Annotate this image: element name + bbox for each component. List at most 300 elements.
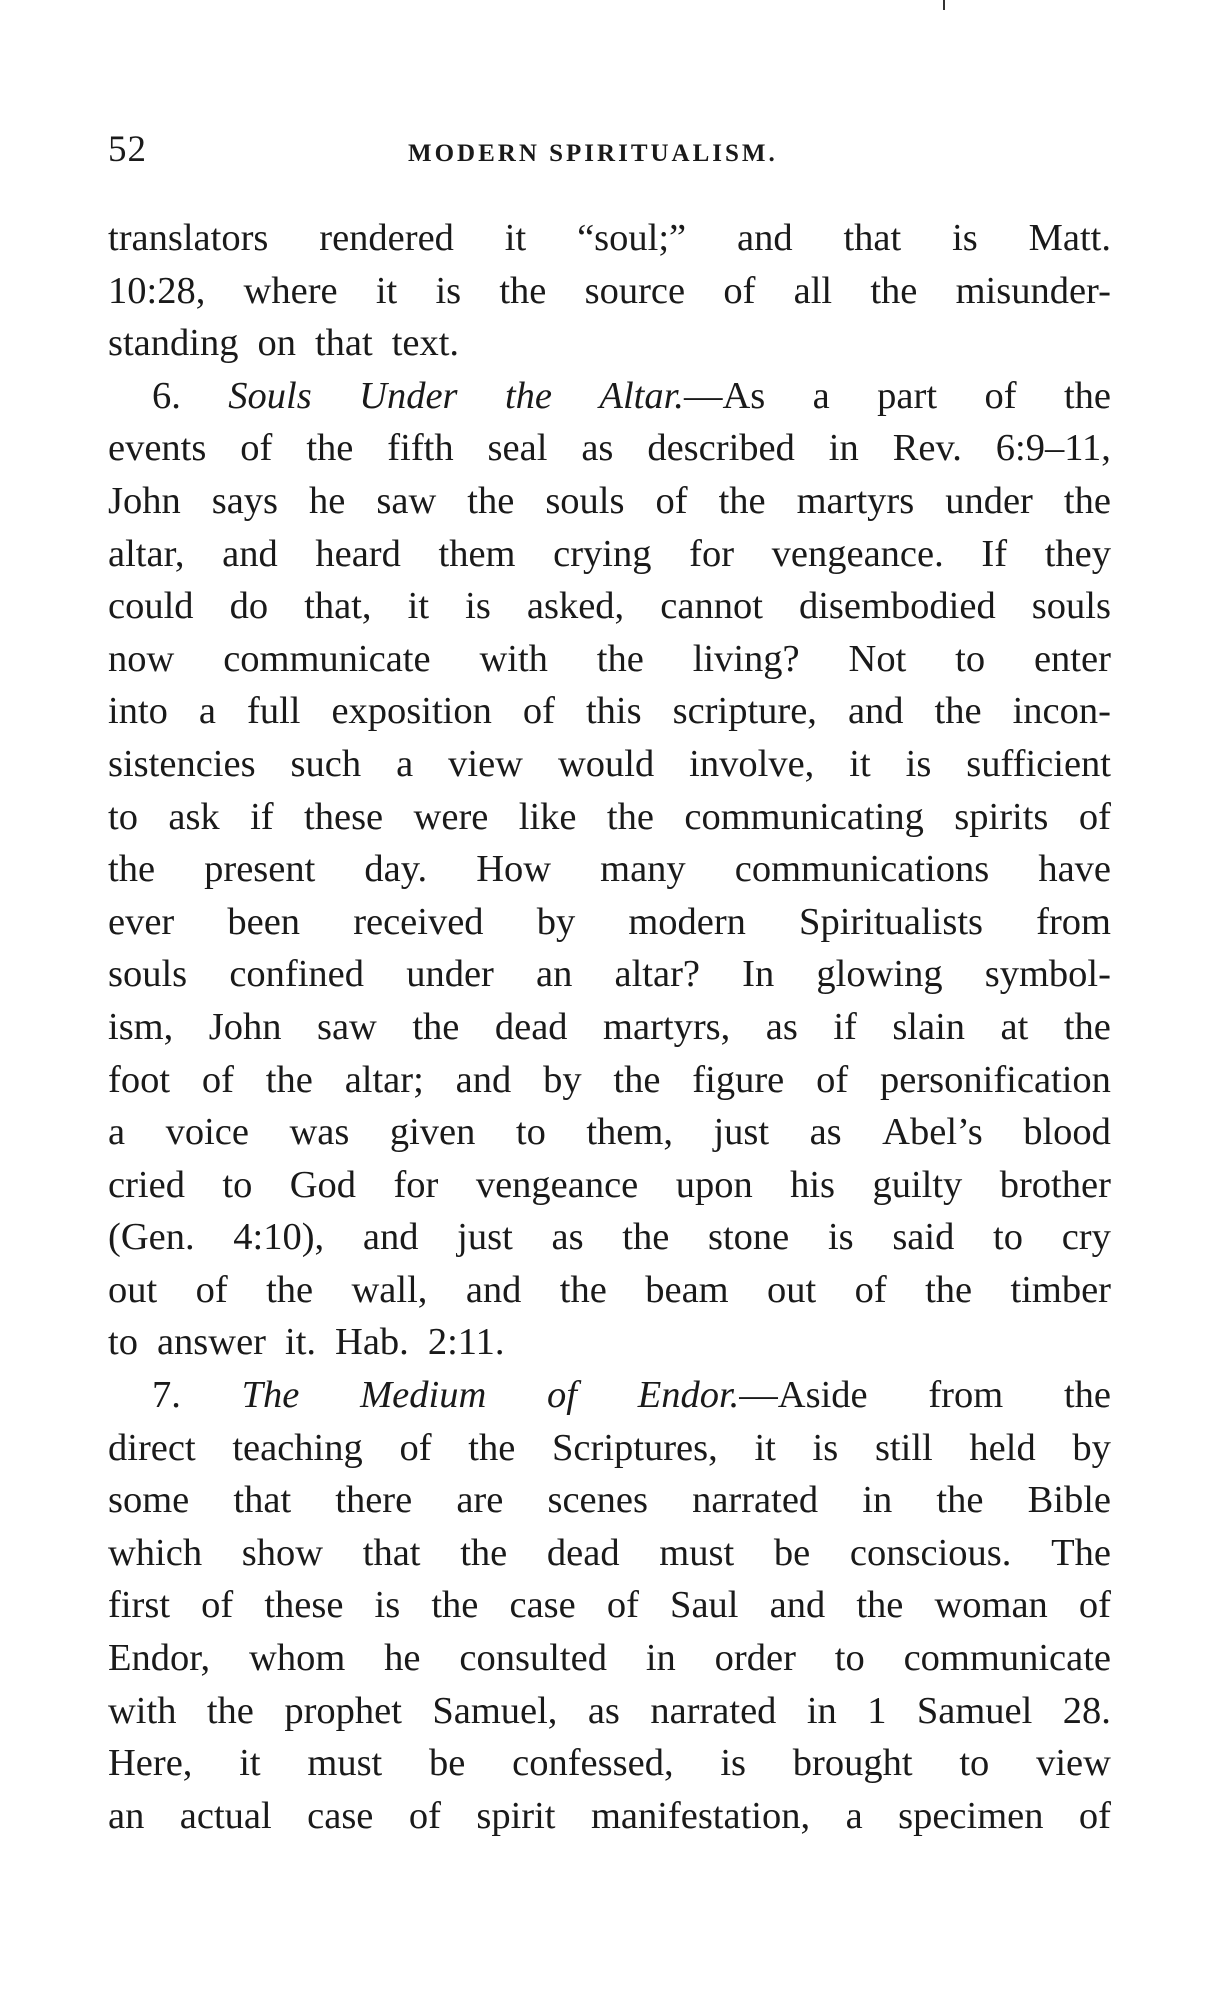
- word: communications: [734, 848, 990, 891]
- word: altar,: [108, 532, 185, 575]
- word: and: [769, 1584, 826, 1627]
- word: to: [108, 1321, 138, 1364]
- word: misunder-: [955, 269, 1111, 312]
- word: it: [504, 217, 527, 259]
- word: answer: [156, 1321, 266, 1364]
- word: said: [892, 1216, 955, 1259]
- word: beam: [645, 1268, 729, 1311]
- word: of: [201, 1584, 234, 1627]
- word: confessed,: [512, 1742, 674, 1785]
- word: timber: [1010, 1268, 1111, 1311]
- word: cry: [1061, 1216, 1111, 1259]
- text-line: [108, 1790, 1111, 1843]
- word: under: [945, 479, 1033, 522]
- word: of: [1078, 795, 1111, 838]
- word: into: [108, 690, 168, 733]
- word: 1: [867, 1689, 887, 1732]
- word: to: [834, 1637, 865, 1680]
- word: saw: [316, 1005, 377, 1048]
- word: the: [718, 479, 766, 522]
- word: these: [264, 1584, 344, 1627]
- word: Bible: [1027, 1479, 1111, 1522]
- word: Saul: [670, 1584, 739, 1627]
- word: is: [812, 1426, 839, 1469]
- word: and: [455, 1058, 512, 1101]
- word: slain: [892, 1005, 966, 1048]
- word: 10:28,: [108, 269, 206, 312]
- word: is: [465, 585, 491, 628]
- word: direct: [108, 1426, 196, 1469]
- word: of: [984, 374, 1017, 417]
- text-line: [108, 685, 1111, 738]
- word: of: [655, 479, 688, 522]
- word: spirit: [476, 1794, 556, 1837]
- word: present: [204, 848, 316, 891]
- text-line: [108, 422, 1111, 475]
- word: an: [108, 1794, 145, 1837]
- word: “soul;”: [577, 217, 687, 259]
- word: souls: [545, 479, 625, 522]
- text-line: [108, 1474, 1111, 1527]
- word: blood: [1023, 1111, 1111, 1154]
- word: these: [304, 795, 384, 838]
- word: of: [522, 690, 555, 733]
- word: out: [108, 1268, 158, 1311]
- text-line: [108, 475, 1111, 528]
- text-line: [108, 1632, 1111, 1685]
- word: living?: [692, 637, 800, 680]
- word: is: [905, 742, 932, 785]
- word: was: [289, 1111, 350, 1154]
- word: now: [108, 637, 175, 680]
- word: guilty: [872, 1163, 963, 1206]
- word: and: [465, 1268, 522, 1311]
- word: the: [613, 1058, 661, 1101]
- word: brother: [999, 1163, 1111, 1206]
- word: as: [581, 427, 614, 470]
- word: is: [827, 1216, 854, 1259]
- word: the: [1063, 1374, 1111, 1417]
- text-line: [108, 1159, 1111, 1212]
- word: the: [306, 427, 354, 470]
- word: could: [108, 585, 194, 628]
- word: In: [742, 953, 775, 996]
- text-line: [108, 1527, 1111, 1580]
- word: manifestation,: [590, 1794, 811, 1837]
- word: dead: [494, 1005, 568, 1048]
- word: the: [1063, 374, 1111, 417]
- word: with: [108, 1689, 177, 1732]
- text-line: [108, 317, 1111, 370]
- word: of: [1078, 1584, 1111, 1627]
- word: Rev.: [892, 427, 962, 470]
- word: there: [335, 1479, 413, 1522]
- word: How: [476, 848, 552, 891]
- word: modern: [628, 900, 746, 943]
- word: it: [239, 1742, 261, 1785]
- word: some: [108, 1479, 190, 1522]
- word: from: [1036, 900, 1111, 943]
- word: many: [600, 848, 686, 891]
- word: part: [877, 374, 938, 417]
- word: under: [406, 953, 494, 996]
- word: is: [952, 217, 978, 259]
- word: martyrs: [796, 479, 915, 522]
- word: held: [969, 1426, 1036, 1469]
- word: Spiritualists: [799, 900, 984, 943]
- word: case: [307, 1794, 374, 1837]
- word: scripture,: [672, 690, 817, 733]
- page-number: 52: [108, 129, 147, 170]
- text-line: [108, 528, 1111, 581]
- word: souls: [1031, 585, 1111, 628]
- word: the: [856, 1584, 904, 1627]
- word: of: [195, 1268, 228, 1311]
- word: for: [689, 532, 735, 575]
- word: in: [862, 1479, 893, 1522]
- word: from: [928, 1374, 1004, 1417]
- text-line: [108, 370, 1111, 423]
- word: standing: [108, 322, 239, 365]
- word: the: [934, 690, 982, 733]
- word: communicate: [223, 637, 431, 680]
- word: view: [1036, 1742, 1111, 1785]
- text-line: [108, 1316, 1111, 1369]
- word: of: [399, 1426, 432, 1469]
- word: in: [828, 427, 859, 470]
- word: ever: [108, 900, 175, 943]
- word: Matt.: [1028, 217, 1111, 259]
- word: it: [849, 742, 871, 785]
- word: which: [108, 1531, 203, 1574]
- word: John: [208, 1005, 282, 1048]
- word: consulted: [459, 1637, 607, 1680]
- text-line: [108, 843, 1111, 896]
- word: narrated: [692, 1479, 819, 1522]
- word: at: [1000, 1005, 1029, 1048]
- word: do: [229, 585, 269, 628]
- word: received: [353, 900, 484, 943]
- word: sistencies: [108, 742, 256, 785]
- word: this: [585, 690, 642, 733]
- word: Under: [359, 374, 458, 417]
- word: whom: [249, 1637, 346, 1680]
- word: is: [374, 1584, 401, 1627]
- word: that: [362, 1531, 421, 1574]
- word: incon-: [1012, 690, 1111, 733]
- word: of: [240, 427, 273, 470]
- word: and: [847, 690, 904, 733]
- word: souls: [108, 953, 188, 996]
- word: translators: [108, 217, 269, 259]
- word: them: [438, 532, 516, 575]
- word: to: [959, 1742, 990, 1785]
- word: show: [241, 1531, 324, 1574]
- word: he: [384, 1637, 421, 1680]
- text-line: [108, 1211, 1111, 1264]
- word: voice: [165, 1111, 249, 1154]
- word: sufficient: [966, 742, 1111, 785]
- word: vengeance.: [771, 532, 944, 575]
- word: of: [723, 269, 756, 312]
- word: of: [854, 1268, 887, 1311]
- scan-mark: [943, 0, 945, 10]
- word: asked,: [526, 585, 625, 628]
- word: it: [407, 585, 430, 628]
- word: the: [870, 269, 918, 312]
- word: if: [833, 1005, 857, 1048]
- word: just: [713, 1111, 770, 1154]
- word: If: [981, 532, 1008, 575]
- word: teaching: [232, 1426, 363, 1469]
- word: 2:11.: [427, 1321, 505, 1364]
- word: if: [250, 795, 274, 838]
- word: wall,: [351, 1268, 428, 1311]
- word: by: [536, 900, 576, 943]
- word: The: [241, 1374, 300, 1417]
- word: to: [222, 1163, 253, 1206]
- word: Hab.: [335, 1321, 409, 1364]
- word: foot: [108, 1058, 171, 1101]
- word: exposition: [331, 690, 492, 733]
- word: case: [509, 1584, 576, 1627]
- word: in: [645, 1637, 676, 1680]
- text-line: [108, 1369, 1111, 1422]
- word: with: [479, 637, 548, 680]
- word: he: [309, 479, 346, 522]
- word: a: [396, 742, 414, 785]
- word: specimen: [898, 1794, 1044, 1837]
- text-line: [108, 1579, 1111, 1632]
- word: glowing: [816, 953, 943, 996]
- text-line: [108, 1054, 1111, 1107]
- word: Samuel: [916, 1689, 1033, 1732]
- word: they: [1044, 532, 1111, 575]
- word: enter: [1033, 637, 1111, 680]
- word: have: [1038, 848, 1111, 891]
- word: 4:10),: [233, 1216, 325, 1259]
- word: text.: [391, 322, 460, 365]
- word: the: [460, 1531, 508, 1574]
- text-line: [108, 1685, 1111, 1738]
- word: day.: [364, 848, 428, 891]
- word: been: [227, 900, 301, 943]
- word: be: [773, 1531, 811, 1574]
- word: the: [1063, 479, 1111, 522]
- word: Souls: [228, 374, 312, 417]
- word: the: [504, 374, 552, 417]
- word: the: [1063, 1005, 1111, 1048]
- word: to: [993, 1216, 1023, 1259]
- word: a: [845, 1794, 863, 1837]
- word: seal: [487, 427, 548, 470]
- word: were: [413, 795, 489, 838]
- word: source: [584, 269, 686, 312]
- word: by: [543, 1058, 582, 1101]
- word: Endor,: [108, 1637, 211, 1680]
- text-line: [108, 1737, 1111, 1790]
- word: spirits: [954, 795, 1049, 838]
- word: Altar.—As: [599, 374, 766, 417]
- word: first: [108, 1584, 171, 1627]
- running-head: MODERN SPIRITUALISM.: [408, 140, 778, 167]
- word: woman: [934, 1584, 1048, 1627]
- word: the: [412, 1005, 460, 1048]
- word: them,: [586, 1111, 673, 1154]
- word: communicating: [684, 795, 924, 838]
- word: given: [389, 1111, 476, 1154]
- word: vengeance: [475, 1163, 639, 1206]
- word: just: [457, 1216, 513, 1259]
- word: be: [429, 1742, 466, 1785]
- word: a: [198, 690, 216, 733]
- word: of: [408, 1794, 441, 1837]
- word: the: [936, 1479, 984, 1522]
- word: the: [606, 795, 654, 838]
- word: it.: [285, 1321, 317, 1364]
- word: on: [257, 322, 296, 365]
- word: the: [266, 1268, 314, 1311]
- word: 28.: [1062, 1689, 1111, 1732]
- word: altar;: [344, 1058, 424, 1101]
- word: a: [108, 1111, 126, 1154]
- word: brought: [792, 1742, 913, 1785]
- word: Scriptures,: [552, 1426, 718, 1469]
- text-line: [108, 791, 1111, 844]
- word: to: [108, 795, 138, 838]
- word: as: [809, 1111, 842, 1154]
- text-line: [108, 738, 1111, 791]
- word: to: [515, 1111, 546, 1154]
- word: that: [314, 322, 373, 365]
- word: an: [536, 953, 573, 996]
- word: symbol-: [984, 953, 1111, 996]
- word: the: [559, 1268, 607, 1311]
- word: the: [925, 1268, 973, 1311]
- word: is: [435, 269, 462, 312]
- word: are: [456, 1479, 504, 1522]
- word: ask: [168, 795, 220, 838]
- word: and: [737, 217, 793, 259]
- text-line: [108, 212, 1111, 265]
- word: and: [222, 532, 278, 575]
- word: the: [265, 1058, 313, 1101]
- word: the: [467, 479, 515, 522]
- word: confined: [229, 953, 365, 996]
- word: cried: [108, 1163, 185, 1206]
- word: says: [211, 479, 279, 522]
- word: and: [362, 1216, 419, 1259]
- word: altar?: [614, 953, 700, 996]
- word: as: [551, 1216, 584, 1259]
- word: fifth: [387, 427, 454, 470]
- word: as: [765, 1005, 798, 1048]
- word: that: [233, 1479, 292, 1522]
- word: his: [790, 1163, 836, 1206]
- word: of: [606, 1584, 639, 1627]
- word: it: [375, 269, 398, 312]
- word: as: [587, 1689, 620, 1732]
- word: of: [547, 1374, 577, 1417]
- word: prophet: [284, 1689, 402, 1732]
- text-line: [108, 896, 1111, 949]
- word: crying: [553, 532, 652, 575]
- word: involve,: [689, 742, 815, 785]
- word: must: [659, 1531, 735, 1574]
- word: for: [393, 1163, 439, 1206]
- word: Here,: [108, 1742, 193, 1785]
- word: narrated: [650, 1689, 777, 1732]
- word: is: [720, 1742, 747, 1785]
- word: the: [622, 1216, 670, 1259]
- word: the: [108, 848, 156, 891]
- word: the: [499, 269, 547, 312]
- word: like: [518, 795, 577, 838]
- word: saw: [376, 479, 437, 522]
- word: such: [290, 742, 362, 785]
- word: it: [754, 1426, 776, 1469]
- body-text: [108, 212, 1111, 1842]
- word: cannot: [660, 585, 763, 628]
- word: the: [431, 1584, 479, 1627]
- word: of: [201, 1058, 234, 1101]
- word: figure: [692, 1058, 785, 1101]
- text-line: [108, 1422, 1111, 1475]
- word: Endor.—Aside: [637, 1374, 868, 1417]
- word: Samuel,: [432, 1689, 558, 1732]
- word: still: [874, 1426, 933, 1469]
- word: all: [793, 269, 833, 312]
- text-line: [108, 1264, 1111, 1317]
- word: Abel’s: [882, 1111, 983, 1154]
- word: stone: [707, 1216, 790, 1259]
- text-line: [108, 1106, 1111, 1159]
- text-line: [108, 1001, 1111, 1054]
- word: 6.: [152, 374, 181, 417]
- word: rendered: [319, 217, 454, 259]
- word: to: [955, 637, 986, 680]
- word: order: [714, 1637, 796, 1680]
- word: out: [767, 1268, 817, 1311]
- word: events: [108, 427, 207, 470]
- word: of: [1078, 1794, 1111, 1837]
- text-line: [108, 265, 1111, 318]
- word: conscious.: [849, 1531, 1012, 1574]
- word: dead: [546, 1531, 620, 1574]
- word: view: [448, 742, 523, 785]
- word: actual: [179, 1794, 272, 1837]
- text-line: [108, 948, 1111, 1001]
- word: that,: [304, 585, 372, 628]
- word: martyrs,: [603, 1005, 731, 1048]
- word: the: [206, 1689, 254, 1732]
- word: ism,: [108, 1005, 174, 1048]
- word: The: [1051, 1531, 1111, 1574]
- word: (Gen.: [108, 1216, 195, 1259]
- word: Not: [848, 637, 907, 680]
- word: God: [289, 1163, 357, 1206]
- word: 7.: [152, 1374, 181, 1417]
- word: of: [816, 1058, 849, 1101]
- word: a: [812, 374, 830, 417]
- word: the: [468, 1426, 516, 1469]
- word: the: [596, 637, 644, 680]
- word: personification: [880, 1058, 1111, 1101]
- word: in: [806, 1689, 837, 1732]
- word: where: [243, 269, 338, 312]
- word: must: [307, 1742, 383, 1785]
- word: full: [247, 690, 301, 733]
